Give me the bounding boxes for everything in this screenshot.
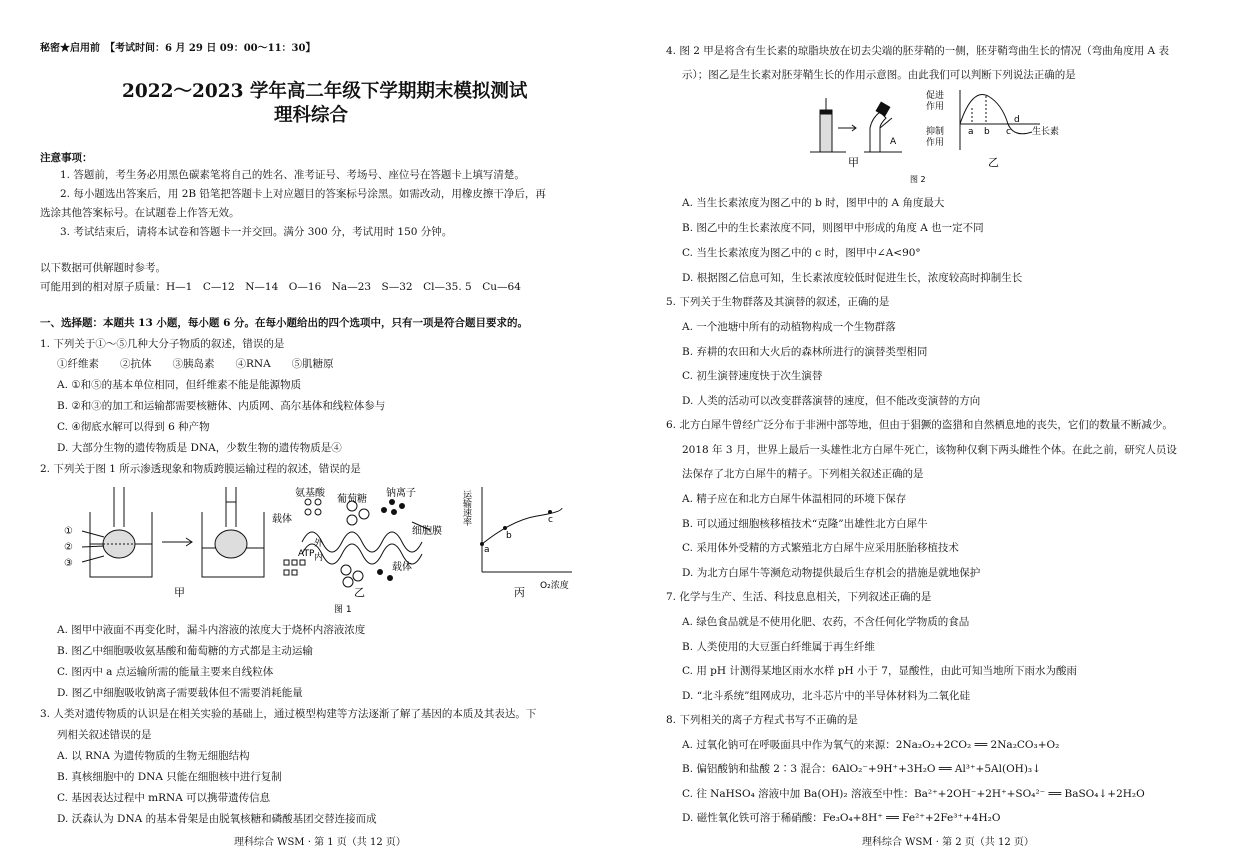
label-rate: 运输速率 [461, 490, 471, 526]
q2-option-c: C. 图丙中 a 点运输所需的能量主要来自线粒体 [57, 666, 274, 678]
q8-option-d: D. 磁性氧化铁可溶于稀硝酸：Fe₃O₄+8H⁺ ══ Fe²⁺+2Fe³⁺+4H₂O [682, 812, 1001, 824]
q6-option-a: A. 精子应在和北方白犀牛体温相同的环境下保存 [682, 493, 907, 505]
transport-rate-graph [482, 487, 572, 572]
label-1: ① [64, 526, 73, 537]
figure-1-caption: 图 1 [334, 605, 352, 615]
label-atp: ATP [298, 549, 315, 559]
figure-2-caption: 图 2 [910, 175, 926, 184]
label-promote-2: 作用 [926, 102, 945, 112]
point-a: a [484, 545, 490, 555]
label-outside: 外 [314, 539, 324, 549]
angle-a-label: A [890, 137, 897, 147]
q6-option-d: D. 为北方白犀牛等濒危动物提供最后生存机会的措施是就地保护 [682, 567, 981, 579]
q3-stem: 3. 人类对遗传物质的认识是在相关实验的基础上，通过模型构建等方法逐渐了解了基因的本质及其表达。下 [40, 708, 537, 720]
osmosis-diagram [82, 487, 264, 577]
point-b: b [506, 531, 512, 541]
page-footer: 理科综合 WSM · 第 2 页（共 12 页） [862, 837, 1034, 848]
q7-option-c: C. 用 pH 计测得某地区雨水水样 pH 小于 7，显酸性，由此可知当地所下雨水为酸雨 [682, 665, 1077, 677]
q3-option-a: A. 以 RNA 为遗传物质的生物无细胞结构 [57, 750, 250, 762]
q2-option-d: D. 图乙中细胞吸收钠离子需要载体但不需要消耗能量 [57, 687, 303, 699]
q3-option-d: D. 沃森认为 DNA 的基本骨架是由脱氧核糖和磷酸基团交替连接而成 [57, 813, 377, 825]
label-2: ② [64, 542, 73, 553]
section-heading: 一、选择题：本题共 13 小题，每小题 6 分。在每小题给出的四个选项中，只有一项是符合题目要求的。 [40, 317, 529, 329]
q4-stem-cont: 示）；图乙是生长素对胚芽鞘生长的作用示意图。由此我们可以判断下列说法正确的是 [682, 69, 1076, 81]
notice-line: 3. 考试结束后，请将本试卷和答题卡一并交回。满分 300 分，考试用时 150 分钟。 [60, 226, 453, 238]
q2-option-b: B. 图乙中细胞吸收氨基酸和葡萄糖的方式都是主动运输 [57, 645, 313, 657]
q1-items: ①纤维素 ②抗体 ③胰岛素 ④RNA ⑤肌糖原 [57, 358, 334, 370]
q5-option-a: A. 一个池塘中所有的动植物构成一个生物群落 [682, 321, 896, 333]
label-jia: 甲 [174, 586, 185, 599]
label-inside: 内 [314, 553, 324, 563]
exam-subject: 理科综合 [274, 105, 349, 126]
label-carrier: 载体 [272, 514, 292, 525]
auxin-curve [960, 90, 1040, 150]
point-c: c [1006, 127, 1011, 137]
q6-stem-cont: 法保存了北方白犀牛的精子。下列相关叙述正确的是 [682, 468, 924, 480]
notice-line: 2. 每小题选出答案后，用 2B 铅笔把答题卡上对应题目的答案标号涂黑。如需改动，用橡皮擦干净后，再 [60, 188, 546, 200]
q1-stem: 1. 下列关于①～⑤几种大分子物质的叙述，错误的是 [40, 338, 285, 350]
q5-stem: 5. 下列关于生物群落及其演替的叙述，正确的是 [666, 296, 890, 308]
label-carrier-2: 载体 [392, 562, 412, 573]
q1-option-a: A. ①和⑤的基本单位相同，但纤维素不能是能源物质 [57, 379, 302, 391]
exam-title: 2022～2023 学年高二年级下学期期末模拟测试 [122, 81, 528, 102]
point-c: c [548, 515, 553, 525]
point-a: a [968, 127, 974, 137]
q4-option-a: A. 当生长素浓度为图乙中的 b 时，图甲中的 A 角度最大 [682, 197, 945, 209]
notice-line: 选涂其他答案标号。在试题卷上作答无效。 [40, 207, 240, 219]
left-page [22, 0, 612, 863]
q6-stem: 6. 北方白犀牛曾经广泛分布于非洲中部等地，但由于猖獗的盗猎和自然栖息地的丧失，它们的数量不断减少。 [666, 419, 1173, 431]
q4-option-c: C. 当生长素浓度为图乙中的 c 时，图甲中∠A<90° [682, 247, 921, 259]
membrane-diagram [284, 499, 430, 587]
q3-option-b: B. 真核细胞中的 DNA 只能在细胞核中进行复制 [57, 771, 282, 783]
q7-option-d: D. “北斗系统”组网成功，北斗芯片中的半导体材料为二氧化硅 [682, 690, 970, 702]
label-promote-1: 促进 [926, 91, 945, 101]
q7-option-a: A. 绿色食品就是不使用化肥、农药，不含任何化学物质的食品 [682, 616, 970, 628]
label-amino-acid: 氨基酸 [295, 488, 325, 499]
label-yi: 乙 [354, 586, 365, 599]
q4-stem: 4. 图 2 甲是将含有生长素的琼脂块放在切去尖端的胚芽鞘的一侧，胚芽鞘弯曲生长的情况（弯曲角度用 A 表 [666, 45, 1169, 57]
q5-option-b: B. 弃耕的农田和大火后的森林所进行的演替类型相同 [682, 346, 928, 358]
q8-option-a: A. 过氧化钠可在呼吸面具中作为氧气的来源：2Na₂O₂+2CO₂ ══ 2Na₂CO₃+O₂ [682, 739, 1060, 751]
label-inhibit-2: 作用 [926, 138, 945, 148]
page-footer: 理科综合 WSM · 第 1 页（共 12 页） [234, 837, 406, 848]
atomic-mass: 可能用到的相对原子质量：H—1 C—12 N—14 O—16 Na—23 S—32 Cl—35. 5 Cu—64 [40, 281, 521, 293]
q6-option-b: B. 可以通过细胞核移植技术“克隆”出雄性北方白犀牛 [682, 518, 928, 530]
q3-option-c: C. 基因表达过程中 mRNA 可以携带遗传信息 [57, 792, 271, 804]
label-yi: 乙 [988, 156, 999, 169]
label-glucose: 葡萄糖 [337, 494, 367, 505]
q2-stem: 2. 下列关于图 1 所示渗透现象和物质跨膜运输过程的叙述，错误的是 [40, 463, 361, 475]
q2-option-a: A. 图甲中液面不再变化时，漏斗内溶液的浓度大于烧杯内溶液浓度 [57, 624, 366, 636]
q7-option-b: B. 人类使用的大豆蛋白纤维属于再生纤维 [682, 641, 875, 653]
secret-header: 秘密★启用前 【考试时间：6 月 29 日 09：00～11：30】 [40, 43, 316, 54]
q1-option-b: B. ②和③的加工和运输都需要核糖体、内质网、高尔基体和线粒体参与 [57, 400, 386, 412]
q1-option-d: D. 大部分生物的遗传物质是 DNA，少数生物的遗传物质是④ [57, 442, 342, 454]
q5-option-d: D. 人类的活动可以改变群落演替的速度，但不能改变演替的方向 [682, 395, 981, 407]
notice-heading: 注意事项： [40, 152, 93, 164]
data-intro: 以下数据可供解题时参考。 [40, 262, 166, 274]
q3-stem-cont: 列相关叙述错误的是 [57, 729, 152, 741]
q5-option-c: C. 初生演替速度快于次生演替 [682, 370, 823, 382]
label-jia: 甲 [848, 156, 859, 169]
label-auxin: 生长素 [1032, 127, 1060, 137]
q6-option-c: C. 采用体外受精的方式繁殖北方白犀牛应采用胚胎移植技术 [682, 542, 959, 554]
label-bing: 丙 [514, 586, 525, 599]
label-inhibit-1: 抑制 [926, 127, 945, 137]
q7-stem: 7. 化学与生产、生活、科技息息相关，下列叙述正确的是 [666, 591, 932, 603]
label-o2: O₂浓度 [540, 581, 569, 591]
q6-stem-cont: 2018 年 3 月，世界上最后一头雄性北方白犀牛死亡，该物种仅剩下两头雌性个体。在此之前，研究人员设 [682, 444, 1177, 456]
notice-line: 1. 答题前，考生务必用黑色碳素笔将自己的姓名、准考证号、考场号、座位号在答题卡上填写清楚。 [60, 169, 525, 181]
point-d: d [1014, 115, 1020, 125]
figure-1 [62, 482, 602, 617]
right-page [640, 0, 1230, 863]
q8-stem: 8. 下列相关的离子方程式书写不正确的是 [666, 714, 858, 726]
point-b: b [984, 127, 990, 137]
figure-2 [810, 88, 1080, 184]
label-sodium: 钠离子 [386, 488, 416, 499]
label-3: ③ [64, 558, 73, 569]
q8-option-b: B. 偏铝酸钠和盐酸 2∶3 混合：6AlO₂⁻+9H⁺+3H₂O ══ Al³⁺+5Al(OH)₃↓ [682, 763, 1041, 775]
q4-option-d: D. 根据图乙信息可知，生长素浓度较低时促进生长，浓度较高时抑制生长 [682, 272, 1023, 284]
q8-option-c: C. 往 NaHSO₄ 溶液中加 Ba(OH)₂ 溶液至中性：Ba²⁺+2OH⁻+2H⁺+SO₄²⁻ ══ BaSO₄↓+2H₂O [682, 788, 1145, 800]
label-membrane: 细胞膜 [412, 526, 442, 537]
coleoptile-diagram [810, 98, 902, 152]
q1-option-c: C. ④彻底水解可以得到 6 种产物 [57, 421, 210, 433]
q4-option-b: B. 图乙中的生长素浓度不同，则图甲中形成的角度 A 也一定不同 [682, 222, 984, 234]
